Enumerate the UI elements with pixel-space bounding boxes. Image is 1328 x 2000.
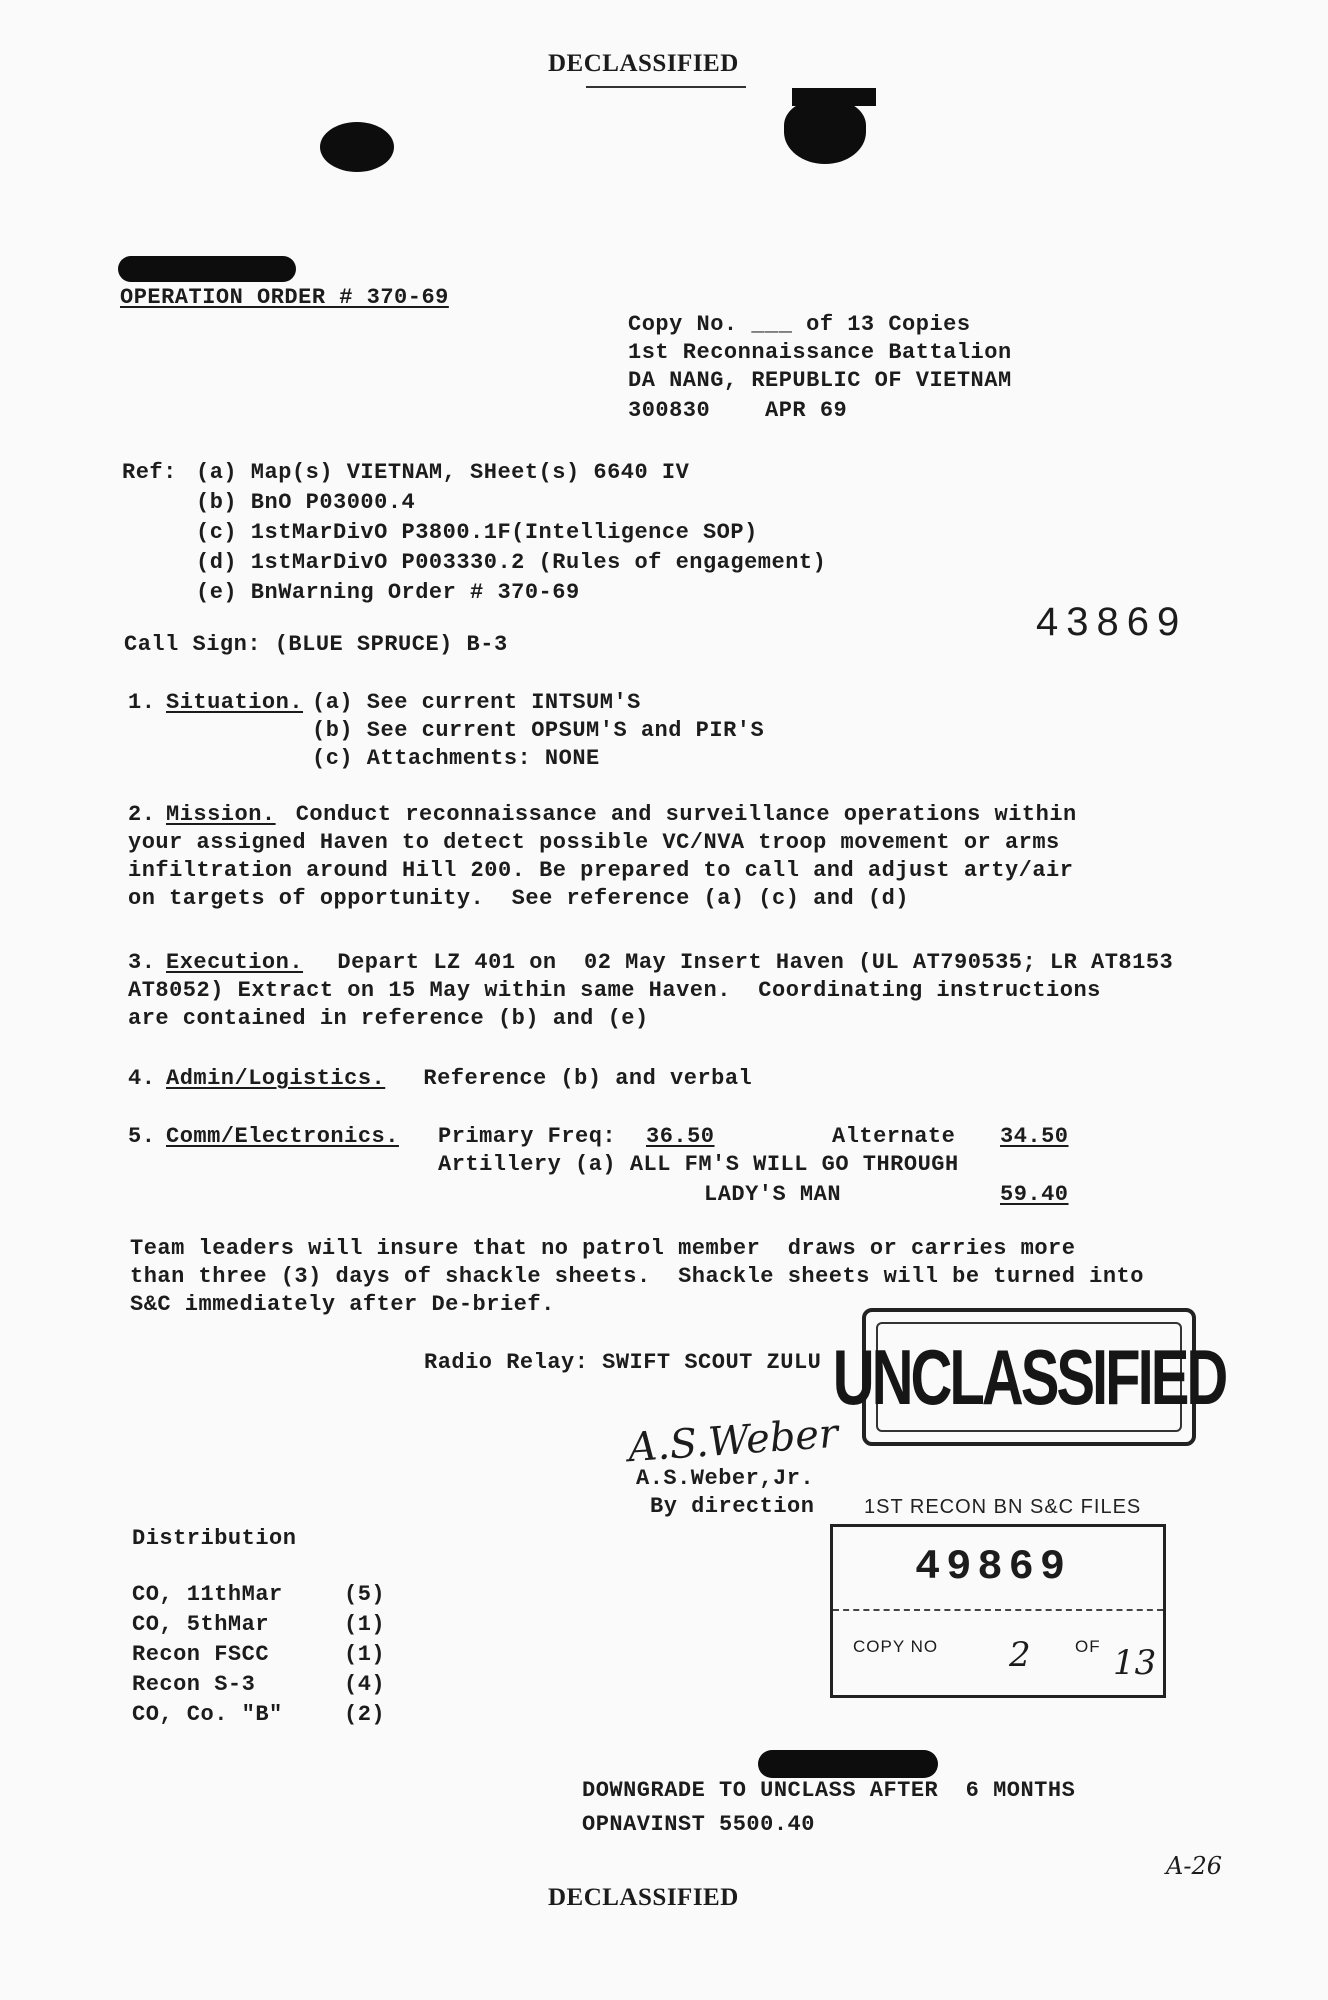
situation-item: (c) Attachments: NONE <box>312 746 600 771</box>
files-stamp-number: 49869 <box>915 1543 1072 1591</box>
files-stamp-title: 1ST RECON BN S&C FILES <box>864 1496 1142 1518</box>
files-copy-label: COPY NO <box>853 1637 939 1656</box>
distribution-count: (5) <box>344 1582 386 1607</box>
date-time-group: 300830 APR 69 <box>628 398 848 423</box>
mission-number: 2. <box>128 802 156 827</box>
situation-number: 1. <box>128 690 156 715</box>
execution-line: are contained in reference (b) and (e) <box>128 1006 649 1031</box>
distribution-to: CO, Co. "B" <box>132 1702 283 1727</box>
unclassified-stamp-text: UNCLASSIFIED <box>832 1333 1226 1421</box>
execution-number: 3. <box>128 950 156 975</box>
team-paragraph-line: S&C immediately after De-brief. <box>130 1292 555 1317</box>
refs-label: Ref: <box>122 460 177 485</box>
distribution-title: Distribution <box>132 1526 297 1551</box>
ref-item: (e) BnWarning Order # 370-69 <box>196 580 580 605</box>
primary-freq-label: Primary Freq: <box>438 1124 617 1149</box>
team-paragraph-line: than three (3) days of shackle sheets. Shackle sheets will be turned into <box>130 1264 1144 1289</box>
team-paragraph-line: Team leaders will insure that no patrol member draws or carries more <box>130 1236 1076 1261</box>
mission-line: Conduct reconnaissance and surveillance operations within <box>282 802 1077 827</box>
punch-hole-right <box>784 100 866 164</box>
admin-number: 4. <box>128 1066 156 1091</box>
mission-line: on targets of opportunity. See reference (a) (c) and (d) <box>128 886 910 911</box>
unit-location: DA NANG, REPUBLIC OF VIETNAM <box>628 368 1012 393</box>
distribution-to: Recon FSCC <box>132 1642 270 1667</box>
comm-heading: Comm/Electronics. <box>166 1124 399 1149</box>
ref-item: (a) Map(s) VIETNAM, SHeet(s) 6640 IV <box>196 460 690 485</box>
alternate-label: Alternate <box>832 1124 956 1149</box>
radio-relay: Radio Relay: SWIFT SCOUT ZULU <box>424 1350 822 1375</box>
distribution-count: (2) <box>344 1702 386 1727</box>
redaction-bar-top-right <box>792 88 876 106</box>
distribution-count: (1) <box>344 1642 386 1667</box>
redacted-classification-bottom <box>758 1750 938 1778</box>
order-title: OPERATION ORDER # 370-69 <box>120 285 449 310</box>
mission-line: infiltration around Hill 200. Be prepared to call and adjust arty/air <box>128 858 1074 883</box>
distribution-to: CO, 5thMar <box>132 1612 270 1637</box>
page-reference: A-26 <box>1166 1852 1222 1880</box>
distribution-count: (1) <box>344 1612 386 1637</box>
mission-heading: Mission. <box>166 802 276 827</box>
situation-item: (b) See current OPSUM'S and PIR'S <box>312 718 765 743</box>
files-stamp-box <box>830 1524 1166 1698</box>
signer-name: A.S.Weber,Jr. <box>636 1466 815 1491</box>
downgrade-authority: OPNAVINST 5500.40 <box>582 1812 815 1837</box>
artillery-line: Artillery (a) ALL FM'S WILL GO THROUGH <box>438 1152 959 1177</box>
footer-declassified-mark: DECLASSIFIED <box>548 1884 739 1911</box>
execution-line: Depart LZ 401 on 02 May Insert Haven (UL AT790535; LR AT8153 <box>310 950 1174 975</box>
distribution-to: Recon S-3 <box>132 1672 256 1697</box>
mission-line: your assigned Haven to detect possible VC/NVA troop movement or arms <box>128 830 1060 855</box>
ref-item: (b) BnO P03000.4 <box>196 490 416 515</box>
alternate-value: 34.50 <box>1000 1124 1069 1149</box>
handwritten-control-number: 43869 <box>1036 600 1188 644</box>
primary-freq-value: 36.50 <box>646 1124 715 1149</box>
situation-item: (a) See current INTSUM'S <box>312 690 641 715</box>
execution-heading: Execution. <box>166 950 304 975</box>
signature: A.S.Weber <box>626 1410 840 1472</box>
execution-line: AT8052) Extract on 15 May within same Haven. Coordinating instructions <box>128 978 1101 1003</box>
files-of-label: OF <box>1075 1637 1101 1656</box>
unit-name: 1st Reconnaissance Battalion <box>628 340 1012 365</box>
punch-hole-left <box>320 122 394 172</box>
distribution-to: CO, 11thMar <box>132 1582 283 1607</box>
files-stamp-divider <box>833 1609 1163 1611</box>
comm-number: 5. <box>128 1124 156 1149</box>
call-sign: Call Sign: (BLUE SPRUCE) B-3 <box>124 632 508 657</box>
header-mark-underline <box>586 86 746 88</box>
ref-item: (d) 1stMarDivO P003330.2 (Rules of engagement) <box>196 550 827 575</box>
header-declassified-mark: DECLASSIFIED <box>548 50 739 77</box>
unclassified-stamp <box>832 1308 1226 1446</box>
distribution-count: (4) <box>344 1672 386 1697</box>
unclassified-stamp-inner <box>832 1322 1226 1432</box>
admin-text: Reference (b) and verbal <box>396 1066 753 1091</box>
redacted-classification-top <box>118 256 296 282</box>
ref-item: (c) 1stMarDivO P3800.1F(Intelligence SOP) <box>196 520 758 545</box>
downgrade-instruction: DOWNGRADE TO UNCLASS AFTER 6 MONTHS <box>582 1778 1076 1803</box>
admin-heading: Admin/Logistics. <box>166 1066 386 1091</box>
signer-title: By direction <box>650 1494 815 1519</box>
files-of-number: 13 <box>1113 1643 1157 1683</box>
files-copy-number: 2 <box>1009 1635 1031 1675</box>
copy-number-line: Copy No. ___ of 13 Copies <box>628 312 971 337</box>
ladys-man-value: 59.40 <box>1000 1182 1069 1207</box>
ladys-man-label: LADY'S MAN <box>704 1182 842 1207</box>
situation-heading: Situation. <box>166 690 304 715</box>
